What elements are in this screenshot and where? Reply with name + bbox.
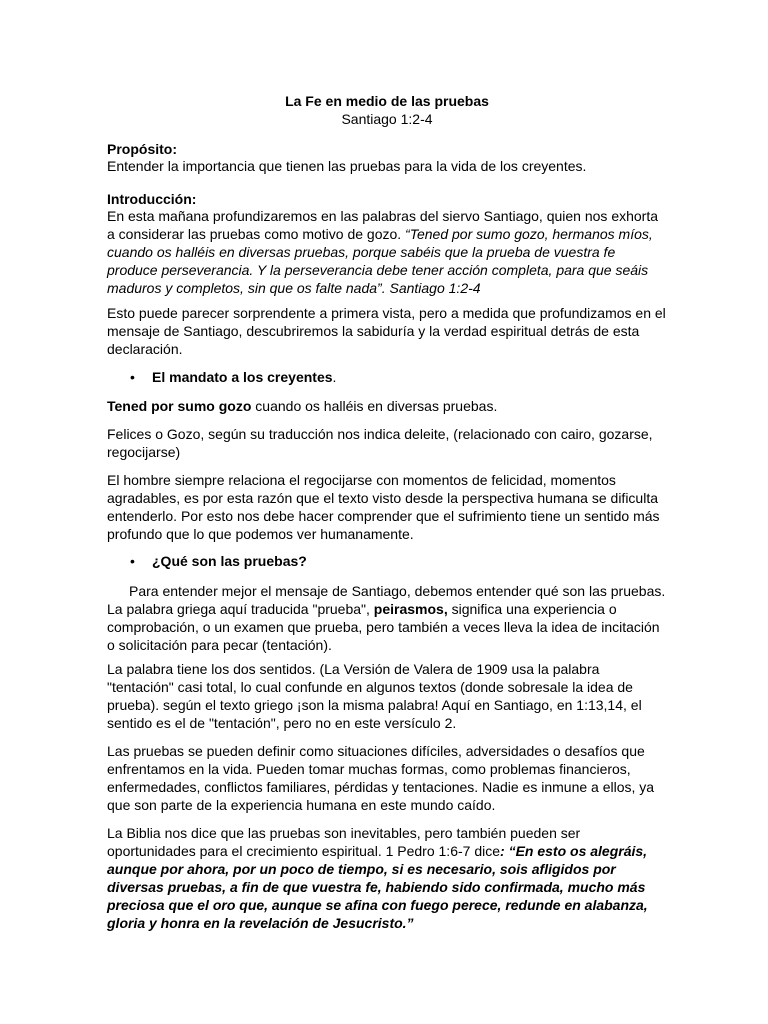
introduccion-text: En esta mañana profundizaremos en las palabras del siervo Santiago, quien nos exhorta a considerar las pruebas como motivo de gozo. — [107, 208, 659, 242]
proposito-text: Entender la importancia que tienen las pruebas para la vida de los creyentes. — [107, 158, 587, 174]
document-title: La Fe en medio de las pruebas — [285, 93, 489, 109]
paragraph-5 — [107, 582, 667, 654]
bullet-dot: • — [130, 369, 135, 385]
introduccion-heading: Introducción: — [107, 191, 197, 207]
paragraph-8-quote: : “En esto os alegráis, aunque por ahora, por un poco de tiempo, si es necesario, sois afligidos por diversas pruebas, a fin de que vuestra fe, habiendo sido confirmada, mucho más preciosa que el oro que, aunque se afina con fuego perece, redunde en alabanza, gloria y honra en la revelación de Jesucristo.” — [107, 843, 648, 931]
paragraph-5-b: significa una experiencia o comprobación, o un examen que prueba, pero también a veces lleva la idea de incitación o solicitación para pecar (tentación). — [107, 601, 660, 653]
paragraph-8 — [107, 824, 667, 932]
paragraph-1: Esto puede parecer sorprendente a primera vista, pero a medida que profundizamos en el mensaje de Santiago, descubriremos la sabiduría y la verdad espiritual detrás de esta declaración. — [107, 305, 666, 357]
bullet-mandato-period: . — [332, 369, 337, 385]
paragraph-5-term: peirasmos, — [373, 601, 448, 617]
paragraph-5-a: Para entender mejor el mensaje de Santiago, debemos entender qué son las pruebas. La palabra griega aquí traducida "prueba", — [107, 583, 666, 617]
introduccion-paragraph — [107, 207, 667, 297]
paragraph-7: Las pruebas se pueden definir como situaciones difíciles, adversidades o desafíos que enfrentamos en la vida. Pueden tomar muchas formas, como problemas financieros, enfermedades, conflictos familiares, pérdidas y tentaciones. Nadie es inmune a ellos, ya que son parte de la experiencia humana en este mundo caído. — [107, 743, 655, 813]
bullet-dot: • — [130, 553, 135, 569]
paragraph-2-bold: Tened por sumo gozo — [107, 398, 252, 414]
paragraph-2 — [107, 397, 667, 415]
proposito-heading: Propósito: — [107, 141, 177, 157]
bullet-que-son-label: ¿Qué son las pruebas? — [152, 553, 307, 569]
document-subtitle: Santiago 1:2-4 — [341, 111, 433, 127]
paragraph-6: La palabra tiene los dos sentidos. (La Versión de Valera de 1909 usa la palabra "tentación" casi total, lo cual confunde en algunos textos (donde sobresale la idea de prueba). según el texto griego ¡son la misma palabra! Aquí en Santiago, en 1:13,14, el sentido es el de "tentación", pero no en este versículo 2. — [107, 661, 642, 731]
paragraph-2-rest: cuando os halléis en diversas pruebas. — [251, 398, 498, 414]
bullet-mandato-label: El mandato a los creyentes — [152, 369, 333, 385]
paragraph-3: Felices o Gozo, según su traducción nos indica deleite, (relacionado con cairo, gozarse, regocijarse) — [107, 426, 653, 460]
introduccion-quote: “Tened por sumo gozo, hermanos míos, cuando os halléis en diversas pruebas, porque sabéis que la prueba de vuestra fe produce perseverancia. Y la perseverancia debe tener acción completa, para que seáis maduros y completos, sin que os falte nada”. Santiago 1:2-4 — [107, 226, 653, 296]
paragraph-4: El hombre siempre relaciona el regocijarse con momentos de felicidad, momentos agradables, es por esta razón que el texto visto desde la perspectiva humana se dificulta entenderlo. Por esto nos debe hacer comprender que el sufrimiento tiene un sentido más profundo que lo que podemos ver humanamente. — [107, 472, 660, 542]
paragraph-8-plain: La Biblia nos dice que las pruebas son inevitables, pero también pueden ser oportunidades para el crecimiento espiritual. 1 Pedro 1:6-7 dice — [107, 825, 581, 859]
